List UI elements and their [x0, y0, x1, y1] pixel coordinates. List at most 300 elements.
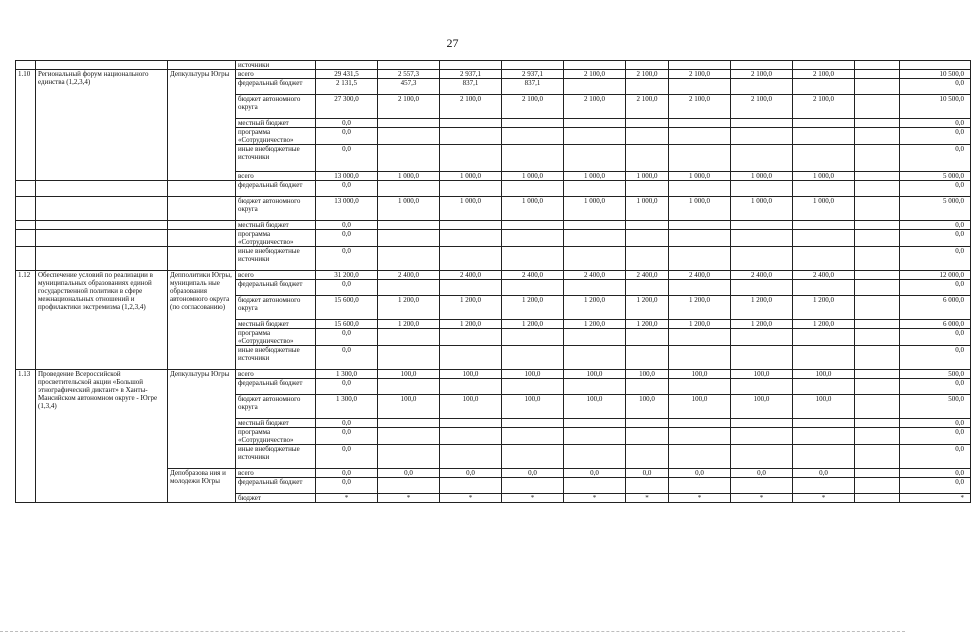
cell-source: всего	[236, 469, 316, 478]
cell-y2023	[626, 221, 669, 230]
cell-y2023	[626, 247, 669, 271]
cell-y2028-2030: 0,0	[900, 445, 971, 469]
cell-total: 13 000,0	[316, 197, 378, 221]
cell-y2026: 1 000,0	[793, 197, 855, 221]
cell-y2025	[731, 346, 793, 370]
cell-y2028-2030: 0,0	[900, 428, 971, 445]
cell-total: 0,0	[316, 181, 378, 197]
cell-y2019: 457,3	[378, 79, 440, 95]
cell-total: 13 000,0	[316, 172, 378, 181]
cell-y2026: 100,0	[793, 395, 855, 419]
cell-no	[16, 247, 36, 271]
cell-y2023	[626, 379, 669, 395]
cell-source: программа «Сотрудничество»	[236, 128, 316, 145]
cell-y2027	[855, 419, 900, 428]
cell-y2019	[378, 379, 440, 395]
cell-y2020	[440, 181, 502, 197]
cell-y2027	[855, 395, 900, 419]
cell-executor	[168, 181, 236, 197]
cell-y2025	[731, 128, 793, 145]
cell-y2023	[626, 280, 669, 296]
cell-y2026	[793, 230, 855, 247]
cell-y2024	[669, 247, 731, 271]
cell-y2022: 100,0	[564, 395, 626, 419]
cell-y2024: 100,0	[669, 370, 731, 379]
cell-y2021: *	[502, 494, 564, 503]
cell-y2026	[793, 419, 855, 428]
cell-y2026	[793, 221, 855, 230]
cell-total: 15 600,0	[316, 320, 378, 329]
cell-y2026	[793, 145, 855, 172]
cell-total: 15 600,0	[316, 296, 378, 320]
cell-y2027	[855, 128, 900, 145]
cell-y2021: 1 200,0	[502, 320, 564, 329]
cell-total: 1 300,0	[316, 395, 378, 419]
cell-y2020	[440, 379, 502, 395]
cell-y2028-2030: 5 000,0	[900, 197, 971, 221]
cell-y2025	[731, 428, 793, 445]
cell-y2026	[793, 346, 855, 370]
cell-y2024	[669, 119, 731, 128]
cell-source: программа «Сотрудничество»	[236, 428, 316, 445]
cell-y2021	[502, 329, 564, 346]
cell-y2024	[669, 280, 731, 296]
cell-y2022	[564, 445, 626, 469]
cell-y2021	[502, 247, 564, 271]
cell-y2025: 1 200,0	[731, 296, 793, 320]
cell-source: федеральный бюджет	[236, 379, 316, 395]
cell-y2021	[502, 346, 564, 370]
cell-y2023	[626, 119, 669, 128]
table-row	[16, 230, 971, 247]
cell-event: Региональный форум национального единства (1,2,3,4)	[36, 70, 168, 181]
cell-no: 1.13	[16, 370, 36, 503]
cell-y2021	[502, 478, 564, 494]
cell-y2025: 100,0	[731, 370, 793, 379]
cell-event	[36, 197, 168, 221]
cell-y2025: *	[731, 494, 793, 503]
cell-y2024: 2 400,0	[669, 271, 731, 280]
cell-y2027	[855, 119, 900, 128]
cell-y2020	[440, 119, 502, 128]
cell-y2028-2030: 0,0	[900, 478, 971, 494]
cell-source: федеральный бюджет	[236, 280, 316, 296]
cell-y2024	[669, 145, 731, 172]
cell-y2024	[669, 329, 731, 346]
cell-y2028-2030: 500,0	[900, 395, 971, 419]
cell-y2022: *	[564, 494, 626, 503]
table-body	[16, 61, 971, 503]
cell-y2022: 100,0	[564, 370, 626, 379]
scan-edge-line	[0, 631, 905, 633]
cell-y2024: 0,0	[669, 469, 731, 478]
cell-y2024	[669, 230, 731, 247]
cell-y2024: 2 100,0	[669, 70, 731, 79]
cell-y2019	[378, 181, 440, 197]
cell-y2021	[502, 419, 564, 428]
cell-y2019	[378, 419, 440, 428]
cell-y2023	[626, 419, 669, 428]
cell-y2019	[378, 445, 440, 469]
cell-y2028-2030: 6 000,0	[900, 320, 971, 329]
cell-y2022	[564, 280, 626, 296]
cell-y2021	[502, 428, 564, 445]
cell-y2021	[502, 230, 564, 247]
cell-y2028-2030: 0,0	[900, 329, 971, 346]
cell-y2020: *	[440, 494, 502, 503]
cell-y2023: *	[626, 494, 669, 503]
cell-y2022	[564, 119, 626, 128]
cell-y2022	[564, 128, 626, 145]
cell-y2022	[564, 230, 626, 247]
cell-y2024: 1 000,0	[669, 172, 731, 181]
cell-y2025	[731, 329, 793, 346]
cell-y2020	[440, 329, 502, 346]
cell-total: 31 200,0	[316, 271, 378, 280]
cell-y2022: 2 100,0	[564, 95, 626, 119]
cell-total: 27 300,0	[316, 95, 378, 119]
cell-y2022	[564, 428, 626, 445]
cell-y2026	[793, 79, 855, 95]
cell-y2025: 2 400,0	[731, 271, 793, 280]
cell-y2020	[440, 230, 502, 247]
cell-y2022	[564, 79, 626, 95]
cell-y2027	[855, 320, 900, 329]
cell-event: Проведение Всероссийской просветительской акции «Большой этнографический диктант» в Ханты-Мансийском автономном округе - Югре (1,3,4)	[36, 370, 168, 503]
cell-source: всего	[236, 271, 316, 280]
cell-y2028-2030: 0,0	[900, 128, 971, 145]
cell-source: всего	[236, 172, 316, 181]
cell-y2023: 100,0	[626, 370, 669, 379]
cell-y2027	[855, 379, 900, 395]
cell-y2020	[440, 419, 502, 428]
cell-y2025: 2 100,0	[731, 70, 793, 79]
cell-y2023	[626, 445, 669, 469]
cell-y2028-2030: 0,0	[900, 221, 971, 230]
cell-no	[16, 181, 36, 197]
cell-y2028-2030: 0,0	[900, 346, 971, 370]
cell-y2027	[855, 370, 900, 379]
cell-y2019	[378, 280, 440, 296]
cell-y2025: 2 100,0	[731, 95, 793, 119]
cell-event: Обеспечение условий по реализации в муниципальных образованиях единой государственной политики в сфере межнациональных отношений и профилактики экстремизма (1,2,3,4)	[36, 271, 168, 370]
cell-event	[36, 247, 168, 271]
cell-no	[16, 230, 36, 247]
cell-y2023	[626, 128, 669, 145]
cell-y2028-2030: 0,0	[900, 379, 971, 395]
cell-y2019	[378, 247, 440, 271]
cell-y2023: 0,0	[626, 469, 669, 478]
cell-y2022	[564, 247, 626, 271]
cell-y2019: 2 557,3	[378, 70, 440, 79]
cell-y2027	[855, 61, 900, 70]
cell-source: федеральный бюджет	[236, 79, 316, 95]
cell-y2026	[793, 445, 855, 469]
cell-y2020: 1 000,0	[440, 172, 502, 181]
cell-y2023	[626, 61, 669, 70]
cell-y2027	[855, 280, 900, 296]
cell-y2020: 1 000,0	[440, 197, 502, 221]
cell-y2021: 2 100,0	[502, 95, 564, 119]
cell-y2021	[502, 128, 564, 145]
cell-y2026	[793, 280, 855, 296]
cell-y2021	[502, 145, 564, 172]
cell-y2024: 100,0	[669, 395, 731, 419]
cell-y2025	[731, 221, 793, 230]
cell-y2028-2030: 0,0	[900, 247, 971, 271]
cell-y2020	[440, 346, 502, 370]
cell-y2022: 0,0	[564, 469, 626, 478]
cell-total: 0,0	[316, 419, 378, 428]
cell-y2022	[564, 419, 626, 428]
cell-y2023: 2 100,0	[626, 95, 669, 119]
cell-event	[36, 221, 168, 230]
cell-y2026: 1 200,0	[793, 320, 855, 329]
cell-y2027	[855, 469, 900, 478]
cell-y2027	[855, 230, 900, 247]
cell-source: всего	[236, 70, 316, 79]
cell-y2025	[731, 181, 793, 197]
cell-y2022	[564, 478, 626, 494]
cell-y2021: 1 200,0	[502, 296, 564, 320]
cell-y2023: 2 400,0	[626, 271, 669, 280]
cell-y2019	[378, 478, 440, 494]
cell-y2024	[669, 61, 731, 70]
cell-no	[16, 197, 36, 221]
cell-total: 0,0	[316, 428, 378, 445]
cell-y2020: 1 200,0	[440, 296, 502, 320]
cell-source: бюджет автономного округа	[236, 197, 316, 221]
cell-y2024: 1 200,0	[669, 320, 731, 329]
cell-y2020	[440, 61, 502, 70]
table-row	[16, 181, 971, 197]
cell-y2025	[731, 230, 793, 247]
cell-y2019	[378, 221, 440, 230]
cell-source: иные внебюджетные источники	[236, 346, 316, 370]
cell-y2021: 1 000,0	[502, 197, 564, 221]
cell-y2026	[793, 128, 855, 145]
cell-y2020	[440, 428, 502, 445]
cell-y2028-2030: *	[900, 494, 971, 503]
cell-total: 1 300,0	[316, 370, 378, 379]
cell-y2025	[731, 145, 793, 172]
cell-source: программа «Сотрудничество»	[236, 329, 316, 346]
cell-source: федеральный бюджет	[236, 478, 316, 494]
cell-y2024	[669, 428, 731, 445]
cell-y2020: 100,0	[440, 395, 502, 419]
cell-y2028-2030: 6 000,0	[900, 296, 971, 320]
cell-y2024	[669, 445, 731, 469]
cell-y2022	[564, 181, 626, 197]
table-row	[16, 370, 971, 379]
cell-y2019	[378, 128, 440, 145]
cell-y2024	[669, 128, 731, 145]
cell-executor: Депкультуры Югры	[168, 370, 236, 469]
cell-y2026: *	[793, 494, 855, 503]
cell-y2021	[502, 280, 564, 296]
cell-y2028-2030: 0,0	[900, 419, 971, 428]
cell-source: программа «Сотрудничество»	[236, 230, 316, 247]
cell-total: 0,0	[316, 445, 378, 469]
cell-y2024: 1 200,0	[669, 296, 731, 320]
cell-y2022	[564, 145, 626, 172]
cell-event	[36, 230, 168, 247]
cell-y2021: 1 000,0	[502, 172, 564, 181]
cell-y2024	[669, 346, 731, 370]
cell-y2020: 100,0	[440, 370, 502, 379]
cell-y2019: 100,0	[378, 370, 440, 379]
cell-y2023: 2 100,0	[626, 70, 669, 79]
cell-y2026	[793, 379, 855, 395]
cell-y2021	[502, 119, 564, 128]
cell-y2026	[793, 428, 855, 445]
cell-total: 0,0	[316, 145, 378, 172]
cell-y2026	[793, 181, 855, 197]
cell-y2022: 2 400,0	[564, 271, 626, 280]
cell-y2019: 2 400,0	[378, 271, 440, 280]
cell-total: 0,0	[316, 346, 378, 370]
cell-y2022: 1 200,0	[564, 320, 626, 329]
budget-table	[15, 60, 971, 503]
cell-y2020	[440, 221, 502, 230]
cell-y2021	[502, 379, 564, 395]
cell-total: 0,0	[316, 247, 378, 271]
cell-executor	[168, 221, 236, 230]
cell-y2024	[669, 379, 731, 395]
cell-total: 0,0	[316, 329, 378, 346]
cell-y2028-2030	[900, 61, 971, 70]
cell-executor	[168, 61, 236, 70]
cell-total: 29 431,5	[316, 70, 378, 79]
cell-y2021: 2 400,0	[502, 271, 564, 280]
cell-y2019: 1 000,0	[378, 172, 440, 181]
cell-y2022: 1 000,0	[564, 172, 626, 181]
cell-y2028-2030: 0,0	[900, 280, 971, 296]
cell-y2025	[731, 379, 793, 395]
cell-y2026: 100,0	[793, 370, 855, 379]
cell-y2020	[440, 128, 502, 145]
cell-executor	[168, 247, 236, 271]
cell-y2025	[731, 247, 793, 271]
cell-y2023	[626, 329, 669, 346]
cell-y2025: 1 000,0	[731, 172, 793, 181]
cell-y2022: 1 200,0	[564, 296, 626, 320]
cell-y2021	[502, 445, 564, 469]
cell-y2023	[626, 181, 669, 197]
cell-y2022	[564, 346, 626, 370]
cell-executor	[168, 230, 236, 247]
cell-event	[36, 181, 168, 197]
cell-y2027	[855, 346, 900, 370]
cell-y2027	[855, 145, 900, 172]
cell-y2020	[440, 280, 502, 296]
cell-y2022: 1 000,0	[564, 197, 626, 221]
cell-source: бюджет автономного округа	[236, 95, 316, 119]
cell-y2028-2030: 0,0	[900, 469, 971, 478]
cell-y2024	[669, 478, 731, 494]
cell-y2019	[378, 119, 440, 128]
cell-y2025: 0,0	[731, 469, 793, 478]
cell-y2028-2030: 0,0	[900, 79, 971, 95]
cell-y2023	[626, 79, 669, 95]
cell-total: 0,0	[316, 280, 378, 296]
cell-source: всего	[236, 370, 316, 379]
cell-source: местный бюджет	[236, 320, 316, 329]
cell-y2023	[626, 145, 669, 172]
cell-y2028-2030: 5 000,0	[900, 172, 971, 181]
cell-y2027	[855, 79, 900, 95]
cell-source: местный бюджет	[236, 119, 316, 128]
cell-y2024	[669, 221, 731, 230]
cell-no: 1.12	[16, 271, 36, 370]
cell-y2024	[669, 181, 731, 197]
cell-y2026	[793, 329, 855, 346]
cell-y2019: 100,0	[378, 395, 440, 419]
cell-y2026: 1 000,0	[793, 172, 855, 181]
cell-y2026: 2 400,0	[793, 271, 855, 280]
cell-y2022	[564, 379, 626, 395]
cell-y2027	[855, 478, 900, 494]
cell-total: 0,0	[316, 128, 378, 145]
cell-y2024	[669, 419, 731, 428]
cell-y2027	[855, 296, 900, 320]
cell-total: 0,0	[316, 119, 378, 128]
cell-total: 0,0	[316, 379, 378, 395]
cell-y2027	[855, 181, 900, 197]
cell-y2021: 0,0	[502, 469, 564, 478]
cell-y2020: 2 937,1	[440, 70, 502, 79]
cell-y2025: 1 200,0	[731, 320, 793, 329]
cell-y2023	[626, 478, 669, 494]
cell-y2020: 2 100,0	[440, 95, 502, 119]
cell-y2026	[793, 61, 855, 70]
cell-y2022: 2 100,0	[564, 70, 626, 79]
cell-total: 0,0	[316, 230, 378, 247]
cell-y2028-2030: 500,0	[900, 370, 971, 379]
table-row	[16, 70, 971, 79]
cell-y2028-2030: 0,0	[900, 145, 971, 172]
cell-y2024: 1 000,0	[669, 197, 731, 221]
cell-y2020: 1 200,0	[440, 320, 502, 329]
cell-source: иные внебюджетные источники	[236, 145, 316, 172]
cell-y2021: 837,1	[502, 79, 564, 95]
cell-source: иные внебюджетные источники	[236, 247, 316, 271]
cell-y2027	[855, 271, 900, 280]
cell-y2023: 1 200,0	[626, 320, 669, 329]
cell-y2023: 100,0	[626, 395, 669, 419]
cell-y2019: 1 000,0	[378, 197, 440, 221]
cell-total: 0,0	[316, 221, 378, 230]
cell-event	[36, 61, 168, 70]
cell-y2025	[731, 79, 793, 95]
cell-total: *	[316, 494, 378, 503]
cell-no: 1.10	[16, 70, 36, 181]
cell-executor	[168, 197, 236, 221]
cell-source: местный бюджет	[236, 419, 316, 428]
cell-total	[316, 61, 378, 70]
cell-y2027	[855, 329, 900, 346]
table-row	[16, 221, 971, 230]
page-number: 27	[446, 36, 459, 50]
cell-y2026: 1 200,0	[793, 296, 855, 320]
cell-source: бюджет автономного округа	[236, 296, 316, 320]
cell-y2025	[731, 280, 793, 296]
cell-y2026	[793, 478, 855, 494]
cell-y2027	[855, 247, 900, 271]
cell-y2019: *	[378, 494, 440, 503]
cell-y2028-2030: 0,0	[900, 119, 971, 128]
cell-y2020	[440, 145, 502, 172]
